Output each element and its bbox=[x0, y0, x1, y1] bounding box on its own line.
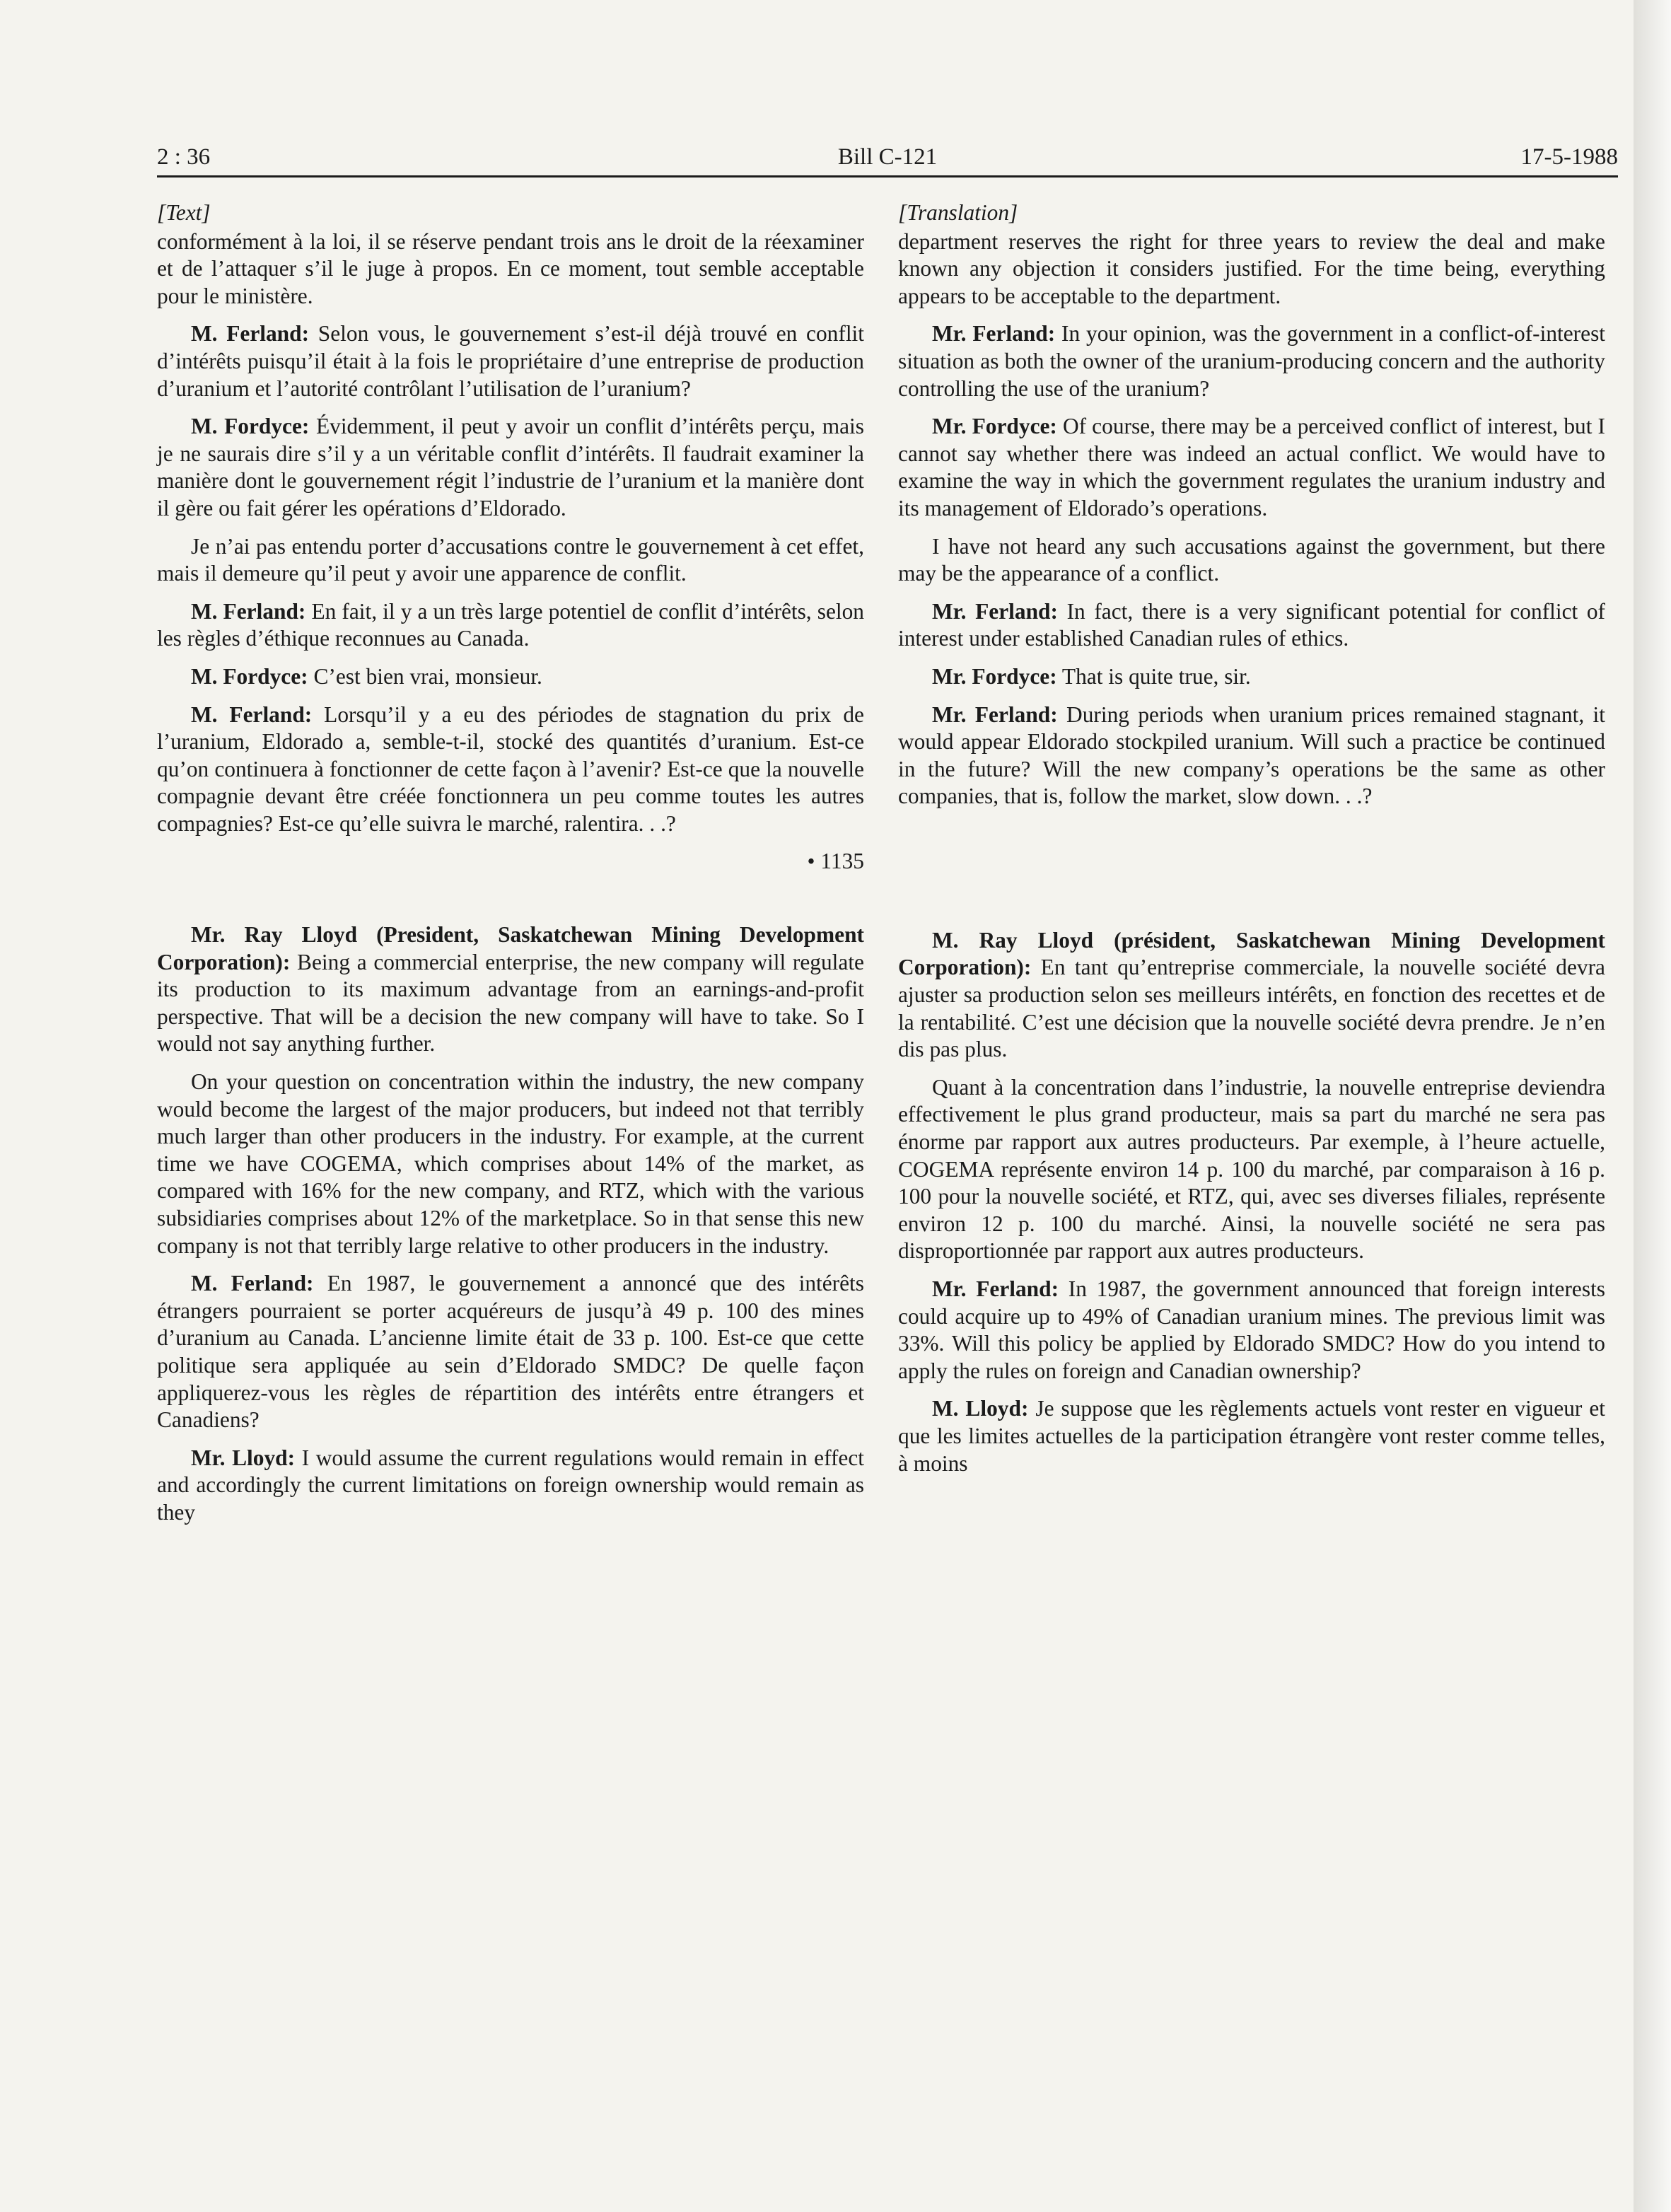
speaker: Mr. Lloyd: bbox=[191, 1445, 296, 1470]
speech: In 1987, the government announced that foreign interests could acquire up to 49% of Canadian uranium mines. The previous limit was 33%. Will this policy be applied by Eldorado SMDC? How do you intend to apply the rules on foreign and Canadian ownership? bbox=[898, 1276, 1606, 1383]
paragraph: department reserves the right for three years to review the deal and make known any objection it considers justified. For the time being, everything appears to be acceptable to the department. bbox=[898, 228, 1605, 308]
paragraph: Je n’ai pas entendu porter d’accusations contre le gouvernement à cet effet, mais il demeure qu’il peut y avoir une apparence de conflit. bbox=[157, 533, 864, 586]
speaker: M. Fordyce: bbox=[191, 663, 308, 689]
speech: C’est bien vrai, monsieur. bbox=[308, 663, 542, 689]
paragraph bbox=[157, 1270, 864, 1434]
paragraph bbox=[157, 702, 864, 838]
paragraph bbox=[157, 663, 864, 691]
speech: Being a commercial enterprise, the new company will regulate its production to its maximum advantage from an earnings-and-profit perspective. That will be a decision the new company will have to take. So I would not say anything further. bbox=[157, 949, 864, 1056]
speech: En tant qu’entreprise commerciale, la nouvelle société devra ajuster sa production selon ses meilleurs intérêts, en fonction des recettes et de la rentabilité. C’est une décision que la nouvelle société devra prendre. Je n’en dis pas plus. bbox=[898, 955, 1605, 1062]
speaker: M. Ferland: bbox=[191, 321, 310, 347]
speech: In fact, there is a very significant potential for conflict of interest under established Canadian rules of ethics. bbox=[898, 598, 1605, 651]
speaker: M. Fordyce: bbox=[191, 414, 310, 439]
speaker: Mr. Fordyce: bbox=[932, 663, 1057, 689]
speech: Selon vous, le gouvernement s’est-il déjà trouvé en conflit d’intérêts puisqu’il était à la fois le propriétaire d’une entreprise de production d’uranium et l’autorité contrôlant l’utilisation de l’uranium? bbox=[157, 321, 864, 401]
right-column bbox=[898, 199, 1605, 1488]
paragraph bbox=[157, 598, 864, 653]
speaker: Mr. Ferland: bbox=[932, 1276, 1059, 1301]
column-label: [Translation] bbox=[898, 200, 1018, 225]
bill-title: Bill C-121 bbox=[837, 144, 938, 170]
speaker: Mr. Ferland: bbox=[932, 321, 1056, 347]
speaker: Mr. Ferland: bbox=[932, 702, 1058, 727]
speech: En fait, il y a un très large potentiel de conflit d’intérêts, selon les règles d’éthique reconnues au Canada. bbox=[157, 598, 864, 651]
paragraph bbox=[157, 320, 864, 402]
speech: I would assume the current regulations would remain in effect and accordingly the current limitations on foreign ownership would remain as they bbox=[157, 1445, 864, 1525]
paragraph bbox=[898, 1276, 1605, 1385]
page-number: 2 : 36 bbox=[157, 144, 211, 170]
page-header bbox=[157, 140, 1618, 180]
paragraph bbox=[898, 1395, 1605, 1477]
speaker: Mr. Fordyce: bbox=[932, 414, 1057, 439]
speech: Lorsqu’il y a eu des périodes de stagnation du prix de l’uranium, Eldorado a, semble-t-il, stocké des quantités d’uranium. Est-ce qu’on continuera à fonctionner de cette façon à l’avenir? Est-ce que la nouvelle compagnie devant être créée fonctionnera un peu comme toutes les autres compagnies? Est-ce qu’elle suivra le marché, ralentira. . .? bbox=[157, 702, 864, 836]
speaker: M. Ferland: bbox=[191, 702, 313, 727]
paragraph bbox=[898, 663, 1605, 691]
speaker: M. Ray Lloyd (président, Saskatchewan Mining Development Corporation): bbox=[898, 927, 1605, 980]
paragraph: I have not heard any such accusations against the government, but there may be the appearance of a conflict. bbox=[898, 533, 1605, 586]
speech: En 1987, le gouvernement a annoncé que des intérêts étrangers pourraient se porter acquéreurs de jusqu’à 49 p. 100 des mines d’uranium au Canada. L’ancienne limite était de 33 p. 100. Est-ce que cette politique sera appliquée au sein d’Eldorado SMDC? De quelle façon appliquerez-vous les règles de répartition des intérêts entre étrangers et Canadiens? bbox=[157, 1271, 864, 1433]
speech: During periods when uranium prices remained stagnant, it would appear Eldorado stockpiled uranium. Will such a practice be continued in the future? Will the new company’s operations be the same as other companies, that is, follow the market, slow down. . .? bbox=[898, 702, 1606, 809]
speaker: M. Lloyd: bbox=[932, 1396, 1029, 1421]
paragraph: conformément à la loi, il se réserve pendant trois ans le droit de la réexaminer et de l’attaquer s’il le juge à propos. En ce moment, tout semble acceptable pour le ministère. bbox=[157, 228, 864, 308]
paragraph bbox=[157, 921, 864, 1058]
left-column bbox=[157, 199, 864, 1537]
paragraph bbox=[898, 702, 1605, 810]
speech: Évidemment, il peut y avoir un conflit d’intérêts perçu, mais je ne saurais dire s’il y a un véritable conflit d’intérêts. Il faudrait examiner la manière dont le gouvernement régit l’industrie de l’uranium et la manière dont il gère ou fait gérer les opérations d’Eldorado. bbox=[157, 414, 864, 520]
time-marker: • 1135 bbox=[807, 849, 864, 874]
paragraph bbox=[898, 598, 1605, 653]
speaker: Mr. Ray Lloyd (President, Saskatchewan Mining Development Corporation): bbox=[157, 922, 864, 974]
page-edge bbox=[1634, 0, 1671, 2212]
paragraph: Quant à la concentration dans l’industrie, la nouvelle entreprise deviendra effectivement le plus grand producteur, mais sa part du marché ne sera pas énorme par rapport aux autres producteurs. Par exemple, à l’heure actuelle, COGEMA représente environ 14 p. 100 du marché, par comparaison à 16 p. 100 pour la nouvelle société, et RTZ, qui, avec ses diverses filiales, représente environ 12 p. 100 du marché. Ainsi, la nouvelle société ne sera pas disproportionnée par rapport aux autres producteurs. bbox=[898, 1074, 1605, 1264]
paragraph bbox=[898, 320, 1605, 402]
speaker: M. Ferland: bbox=[191, 1271, 314, 1296]
column-spacer bbox=[898, 821, 1605, 927]
speaker: Mr. Ferland: bbox=[932, 598, 1058, 624]
speaker: M. Ferland: bbox=[191, 598, 306, 624]
session-date: 17-5-1988 bbox=[1520, 144, 1618, 170]
paragraph bbox=[157, 1445, 864, 1527]
speech: Je suppose que les règlements actuels vont rester en vigueur et que les limites actuelles de la participation étrangère vont rester comme telles, à moins bbox=[898, 1396, 1605, 1476]
paragraph bbox=[157, 413, 864, 522]
speech: Of course, there may be a perceived conflict of interest, but I cannot say whether there was indeed an actual conflict. We would have to examine the way in which the government regulates the uranium industry and its management of Eldorado’s operations. bbox=[898, 414, 1605, 520]
column-label: [Text] bbox=[157, 200, 211, 225]
paragraph bbox=[898, 927, 1605, 1064]
paragraph bbox=[898, 413, 1605, 522]
speech: That is quite true, sir. bbox=[1056, 663, 1251, 689]
speech: In your opinion, was the government in a conflict-of-interest situation as both the owner of the uranium-producing concern and the authority controlling the use of the uranium? bbox=[898, 321, 1606, 401]
paragraph: On your question on concentration within the industry, the new company would become the largest of the major producers, but indeed not that terribly much larger than other producers in the industry. For example, at the current time we have COGEMA, which comprises about 14% of the market, as compared with 16% for the new company, and RTZ, which with the various subsidiaries comprises about 12% of the marketplace. So in that sense this new company is not that terribly large relative to other producers in the industry. bbox=[157, 1069, 864, 1258]
header-rule bbox=[157, 175, 1618, 177]
